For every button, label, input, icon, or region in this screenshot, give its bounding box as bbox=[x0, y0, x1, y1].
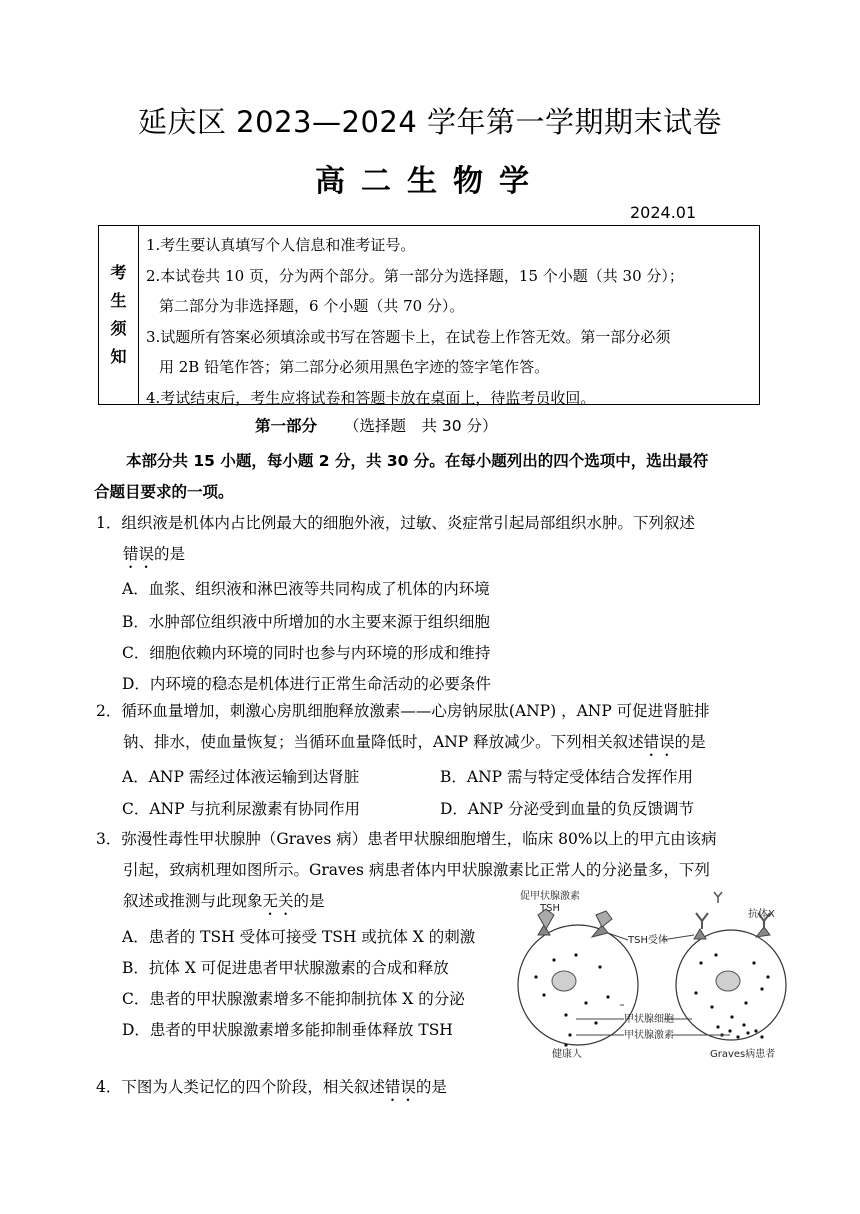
antibody-shape bbox=[714, 892, 722, 903]
notice-items bbox=[146, 230, 758, 413]
healthy-nucleus bbox=[552, 971, 576, 991]
option: A．患者的 TSH 受体可接受 TSH 或抗体 X 的刺激 bbox=[122, 928, 476, 946]
antibody-shape bbox=[696, 913, 708, 929]
option: C．ANP 与抗利尿激素有协同作用 bbox=[122, 800, 360, 818]
option: C．患者的甲状腺激素增多不能抑制抗体 X 的分泌 bbox=[122, 990, 465, 1008]
notice-label: 考 生 须 知 bbox=[99, 226, 139, 404]
part-instructions: 本部分共 15 小题，每小题 2 分，共 30 分。在每小题列出的四个选项中，选出最符 合题目要求的一项。 bbox=[94, 452, 709, 501]
question-1: 1．组织液是机体内占比例最大的细胞外液，过敏、炎症常引起局部组织水肿。下列叙述 错误的是 bbox=[96, 514, 695, 563]
question-4: 4．下图为人类记忆的四个阶段，相关叙述错误的是 bbox=[96, 1078, 447, 1096]
part-heading: 第一部分 （选择题 共 30 分） bbox=[255, 417, 498, 435]
option: B．抗体 X 可促进患者甲状腺激素的合成和释放 bbox=[122, 959, 449, 977]
tsh-molecule-shape bbox=[596, 911, 612, 927]
patient-nucleus bbox=[716, 971, 740, 991]
option: A．ANP 需经过体液运输到达肾脏 bbox=[122, 768, 360, 786]
patient-label: Graves病患者 bbox=[710, 1049, 776, 1060]
hormone-dots-healthy bbox=[534, 953, 609, 1046]
option: A．血浆、组织液和淋巴液等共同构成了机体的内环境 bbox=[122, 580, 490, 598]
tsh-receptor-shape bbox=[694, 929, 706, 939]
exam-date: 2024.01 bbox=[630, 203, 697, 222]
question-3: 3．弥漫性毒性甲状腺肿（Graves 病）患者甲状腺细胞增生，临床 80%以上的甲亢由该病 引起，致病机理如图所示。Graves 病患者体内甲状腺激素比正常人的分泌量多，下列 叙述或推测与此现象无关的是 bbox=[96, 830, 717, 910]
cell-label: 甲状腺细胞 bbox=[624, 1014, 674, 1025]
option: B．ANP 需与特定受体结合发挥作用 bbox=[440, 768, 694, 786]
option: C．细胞依赖内环境的同时也参与内环境的形成和维持 bbox=[122, 644, 491, 662]
emphasis-text: 无关 bbox=[262, 892, 294, 910]
notice-item: 4.考试结束后，考生应将试卷和答题卡放在桌面上，待监考员收回。 bbox=[146, 388, 596, 407]
notice-item: 用 2B 铅笔作答；第二部分必须用黑色字迹的签字笔作答。 bbox=[159, 358, 550, 376]
subject-title: 高二生物学 bbox=[315, 164, 545, 199]
emphasis-text: 错误 bbox=[384, 1078, 416, 1096]
notice-box bbox=[98, 225, 760, 405]
emphasis-text: 错误 bbox=[123, 545, 155, 563]
question-2: 2．循环血量增加，刺激心房肌细胞释放激素——心房钠尿肽(ANP) ，ANP 可促进肾脏排 钠、排水，使血量恢复；当循环血量降低时，ANP 释放减少。下列相关叙述错误的是 bbox=[96, 702, 710, 751]
tsh-abbr: TSH bbox=[540, 903, 560, 914]
option: B．水肿部位组织液中所增加的水主要来源于组织细胞 bbox=[122, 613, 490, 631]
option: D．患者的甲状腺激素增多能抑制垂体释放 TSH bbox=[122, 1021, 453, 1039]
option: D．内环境的稳态是机体进行正常生命活动的必要条件 bbox=[122, 675, 491, 693]
graves-mechanism-figure bbox=[516, 885, 788, 1060]
notice-item: 3.试题所有答案必须填涂或书写在答题卡上，在试卷上作答无效。第一部分必须 bbox=[146, 327, 671, 346]
emphasis-text: 错误 bbox=[643, 733, 675, 751]
option: D．ANP 分泌受到血量的负反馈调节 bbox=[440, 800, 695, 818]
hormone-label: 甲状腺激素 bbox=[624, 1030, 674, 1041]
notice-item: 2.本试卷共 10 页，分为两个部分。第一部分为选择题，15 个小题（共 30 分）； bbox=[146, 266, 684, 285]
hormone-dots-patient bbox=[694, 953, 769, 1038]
healthy-thyroid-cell bbox=[518, 925, 638, 1045]
notice-item: 第二部分为非选择题，6 个小题（共 70 分）。 bbox=[159, 297, 465, 315]
receptor-label: TSH受体 bbox=[628, 935, 668, 946]
antibody-label: 抗体X bbox=[748, 909, 775, 920]
tsh-label: 促甲状腺激素 bbox=[520, 891, 580, 902]
notice-item: 1.考生要认真填写个人信息和准考证号。 bbox=[146, 236, 416, 254]
exam-title: 延庆区 2023—2024 学年第一学期期末试卷 bbox=[137, 105, 723, 139]
healthy-label: 健康人 bbox=[552, 1049, 582, 1060]
